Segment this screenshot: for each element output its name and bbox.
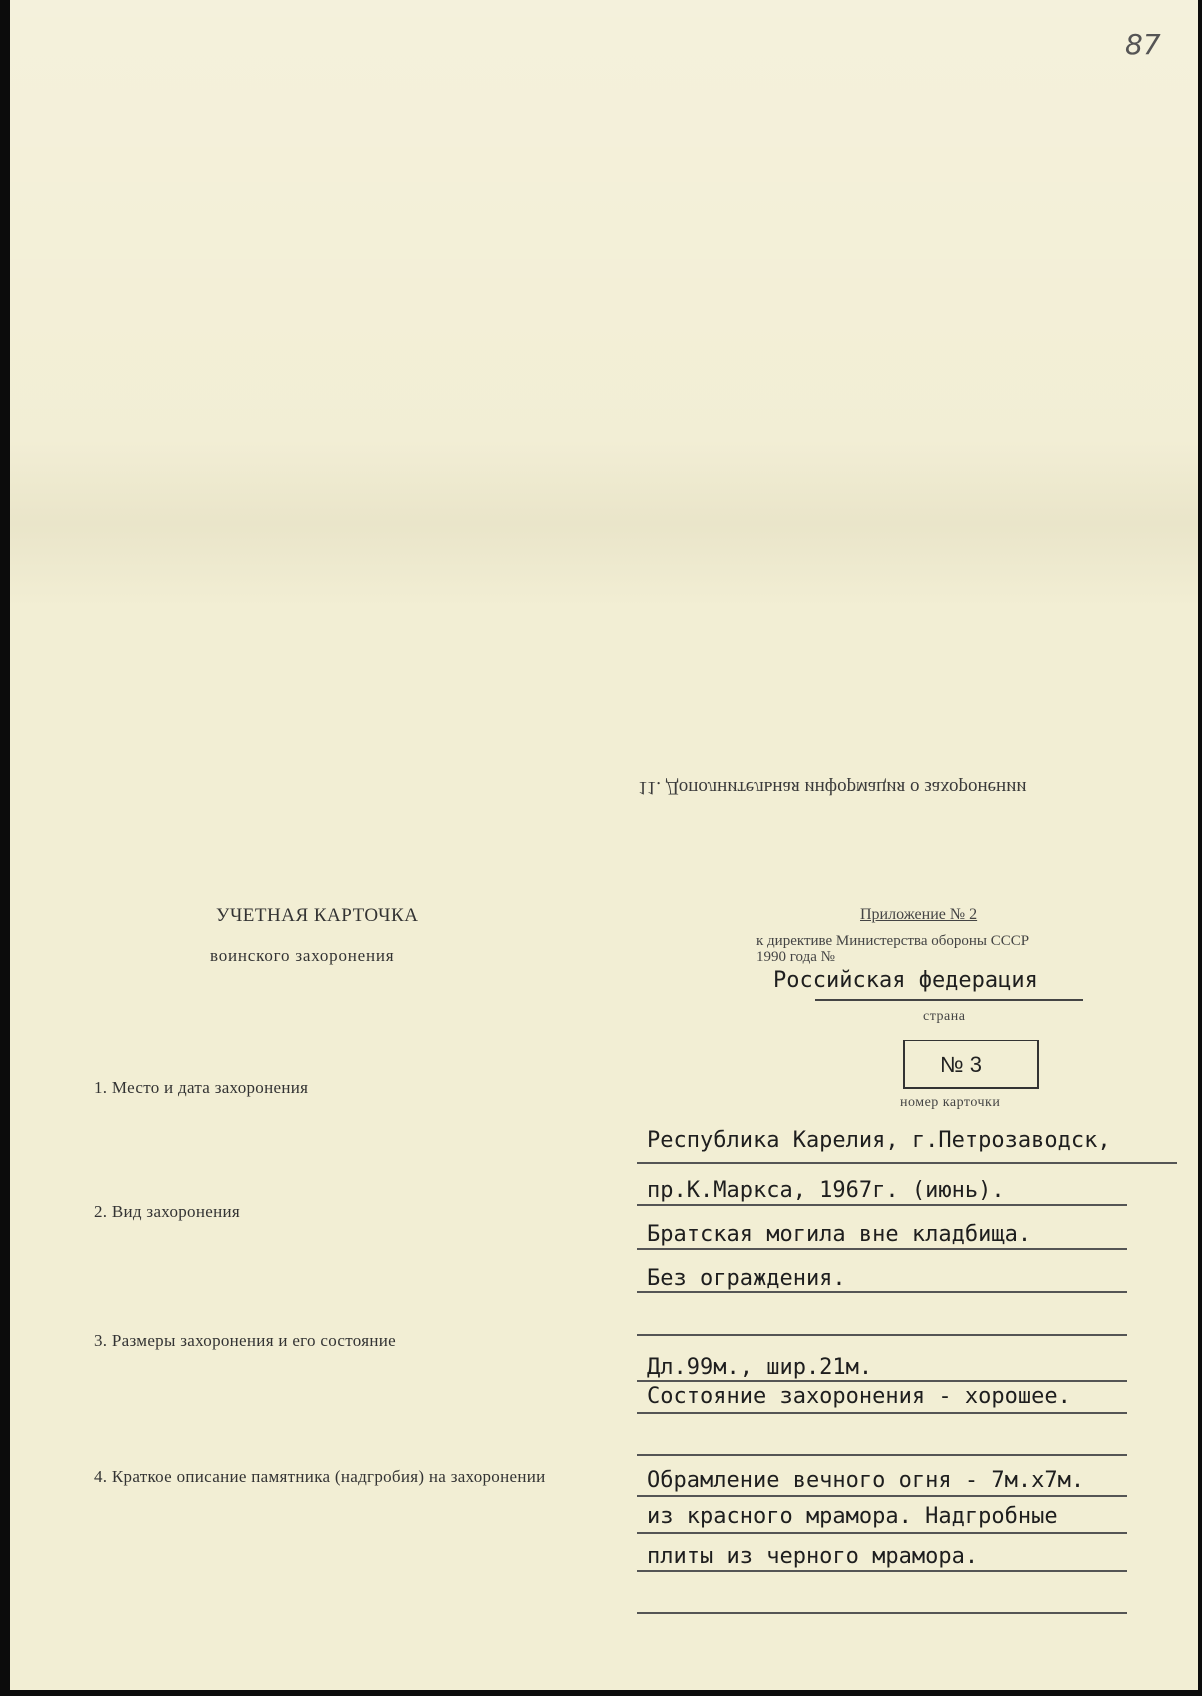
mirrored-section-heading: 11. Дополнительная информация о захоронении [638, 777, 1027, 798]
answer-rule [637, 1412, 1127, 1414]
question-3-answer-line-1: Дл.99м., шир.21м. [647, 1355, 873, 1380]
country-underline [815, 999, 1083, 1001]
question-1-label: 1. Место и дата захоронения [94, 1078, 309, 1097]
question-1-answer-line-2: пр.К.Маркса, 1967г. (июнь). [647, 1178, 1005, 1203]
question-4-answer-line-3: плиты из черного мрамора. [647, 1544, 979, 1569]
answer-rule [637, 1612, 1127, 1614]
directive-line-1: к директиве Министерства обороны СССР [756, 933, 1030, 949]
answer-rule [637, 1291, 1127, 1293]
answer-rule [637, 1204, 1127, 1206]
answer-rule [637, 1570, 1127, 1572]
question-2-answer-line-2: Без ограждения. [647, 1266, 846, 1291]
appendix-label: Приложение № 2 [860, 906, 978, 923]
answer-rule [637, 1334, 1127, 1336]
card-title: УЧЕТНАЯ КАРТОЧКА [216, 905, 419, 926]
country-value: Российская федерация [773, 968, 1038, 993]
card-number-label: номер карточки [900, 1095, 1001, 1110]
page-number: 87 [1125, 28, 1161, 61]
question-4-answer-line-2: из красного мрамора. Надгробные [647, 1504, 1058, 1529]
answer-rule [637, 1454, 1127, 1456]
question-3-answer-line-2: Состояние захоронения - хорошее. [647, 1384, 1071, 1409]
question-3-label: 3. Размеры захоронения и его состояние [94, 1331, 397, 1350]
question-1-answer-line-1: Республика Карелия, г.Петрозаводск, [647, 1128, 1111, 1153]
card-subtitle: воинского захоронения [210, 946, 395, 965]
answer-rule [637, 1380, 1127, 1382]
answer-rule [637, 1162, 1177, 1164]
question-2-label: 2. Вид захоронения [94, 1202, 241, 1221]
question-2-answer-line-1: Братская могила вне кладбища. [647, 1222, 1032, 1247]
country-label: страна [923, 1009, 966, 1024]
directive-reference [756, 933, 1029, 965]
card-number: № 3 [940, 1052, 982, 1077]
answer-rule [637, 1248, 1127, 1250]
question-4-answer-line-1: Обрамление вечного огня - 7м.х7м. [647, 1468, 1085, 1493]
directive-line-2: 1990 года № [756, 949, 835, 965]
answer-rule [637, 1532, 1127, 1534]
answer-rule [637, 1495, 1127, 1497]
question-4-label: 4. Краткое описание памятника (надгробия) на захоронении [94, 1467, 546, 1486]
document-page [10, 0, 1198, 1690]
